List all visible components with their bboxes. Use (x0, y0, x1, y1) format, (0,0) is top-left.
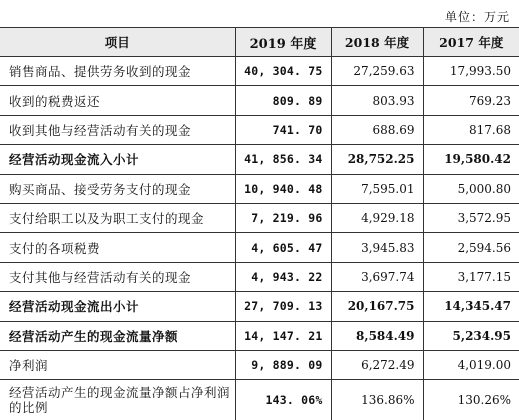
value-2018: 136.86% (331, 380, 423, 420)
table-row (0, 174, 519, 203)
value-2019: 9, 889. 09 (235, 350, 331, 379)
value-2019: 27, 709. 13 (235, 292, 331, 321)
value-2017: 19,580.42 (423, 145, 519, 174)
value-2017: 5,000.80 (423, 174, 519, 203)
value-2018: 4,929.18 (331, 203, 423, 232)
value-2017: 14,345.47 (423, 292, 519, 321)
row-label: 经营活动现金流出小计 (0, 292, 235, 321)
row-label: 销售商品、提供劳务收到的现金 (0, 57, 235, 86)
table-row (0, 233, 519, 262)
value-2018: 20,167.75 (331, 292, 423, 321)
row-label: 支付的各项税费 (0, 233, 235, 262)
value-2019: 41, 856. 34 (235, 145, 331, 174)
value-2018: 688.69 (331, 115, 423, 144)
value-2018: 8,584.49 (331, 321, 423, 350)
row-label: 经营活动产生的现金流量净额占净利润的比例 (0, 380, 235, 420)
value-2019: 741. 70 (235, 115, 331, 144)
value-2019: 7, 219. 96 (235, 203, 331, 232)
value-2017: 2,594.56 (423, 233, 519, 262)
value-2019: 809. 89 (235, 86, 331, 115)
value-2019: 40, 304. 75 (235, 57, 331, 86)
header-2019: 2019 年度 (235, 28, 331, 57)
table-row (0, 380, 519, 420)
table-row (0, 292, 519, 321)
value-2019: 4, 605. 47 (235, 233, 331, 262)
value-2017: 3,572.95 (423, 203, 519, 232)
header-2017: 2017 年度 (423, 28, 519, 57)
value-2018: 3,945.83 (331, 233, 423, 262)
value-2018: 28,752.25 (331, 145, 423, 174)
table-body (0, 57, 519, 420)
value-2017: 817.68 (423, 115, 519, 144)
value-2017: 769.23 (423, 86, 519, 115)
value-2018: 3,697.74 (331, 262, 423, 291)
row-label: 净利润 (0, 350, 235, 379)
row-label: 收到其他与经营活动有关的现金 (0, 115, 235, 144)
header-item: 项目 (0, 28, 235, 57)
value-2018: 803.93 (331, 86, 423, 115)
table-row (0, 321, 519, 350)
value-2019: 143. 06% (235, 380, 331, 420)
value-2017: 3,177.15 (423, 262, 519, 291)
row-label: 经营活动产生的现金流量净额 (0, 321, 235, 350)
value-2018: 7,595.01 (331, 174, 423, 203)
value-2017: 17,993.50 (423, 57, 519, 86)
row-label: 收到的税费返还 (0, 86, 235, 115)
value-2019: 14, 147. 21 (235, 321, 331, 350)
row-label: 购买商品、接受劳务支付的现金 (0, 174, 235, 203)
row-label: 经营活动现金流入小计 (0, 145, 235, 174)
cash-flow-table (0, 27, 519, 420)
value-2017: 5,234.95 (423, 321, 519, 350)
table-row (0, 262, 519, 291)
value-2018: 27,259.63 (331, 57, 423, 86)
table-row (0, 350, 519, 379)
row-label: 支付其他与经营活动有关的现金 (0, 262, 235, 291)
row-label: 支付给职工以及为职工支付的现金 (0, 203, 235, 232)
table-row (0, 57, 519, 86)
header-2018: 2018 年度 (331, 28, 423, 57)
table-row (0, 115, 519, 144)
value-2017: 130.26% (423, 380, 519, 420)
value-2017: 4,019.00 (423, 350, 519, 379)
value-2019: 10, 940. 48 (235, 174, 331, 203)
unit-label: 单位：万元 (445, 8, 510, 25)
table-row (0, 203, 519, 232)
table-row (0, 145, 519, 174)
value-2019: 4, 943. 22 (235, 262, 331, 291)
value-2018: 6,272.49 (331, 350, 423, 379)
table-row (0, 86, 519, 115)
table-header-row (0, 28, 519, 57)
